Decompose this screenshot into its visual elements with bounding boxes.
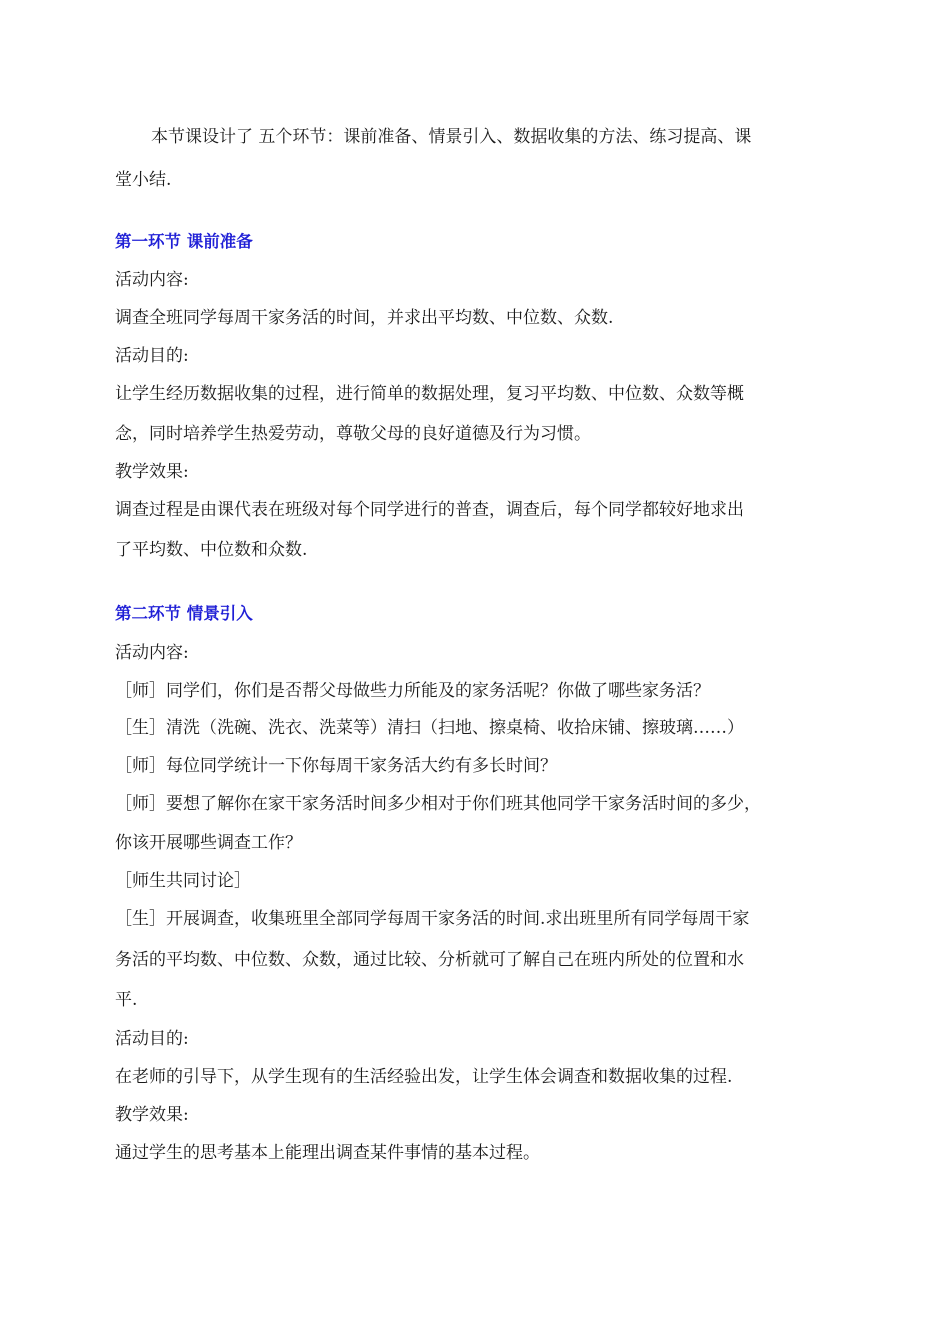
dialog-line: ［师生共同讨论］ [115,871,251,891]
section-1-goal-label: 活动目的: [115,346,189,366]
section-2-effect-label: 教学效果: [115,1105,189,1125]
dialog-line: ［师］同学们，你们是否帮父母做些力所能及的家务活呢？你做了哪些家务活？ [115,681,710,701]
section-2-effect: 通过学生的思考基本上能理出调查某件事情的基本过程。 [115,1143,540,1163]
section-2-heading: 第二环节 情景引入 [115,604,253,623]
dialog-line: ［生］清洗（洗碗、洗衣、洗菜等）清扫（扫地、擦桌椅、收拾床铺、擦玻璃……） [115,718,744,738]
section-1-content: 调查全班同学每周干家务活的时间，并求出平均数、中位数、众数. [115,308,614,328]
section-1-effect-label: 教学效果: [115,462,189,482]
section-1-goal-line-2: 念，同时培养学生热爱劳动，尊敬父母的良好道德及行为习惯。 [115,424,591,444]
intro-line-2: 堂小结. [115,170,172,190]
section-1-content-label: 活动内容: [115,270,189,290]
dialog-line: 务活的平均数、中位数、众数，通过比较、分析就可了解自己在班内所处的位置和水 [115,950,744,970]
dialog-line: ［师］要想了解你在家干家务活时间多少相对于你们班其他同学干家务活时间的多少， [115,794,761,814]
dialog-line: 你该开展哪些调查工作？ [115,833,302,853]
section-2-goal: 在老师的引导下，从学生现有的生活经验出发，让学生体会调查和数据收集的过程. [115,1067,733,1087]
section-1-effect-line-1: 调查过程是由课代表在班级对每个同学进行的普查，调查后，每个同学都较好地求出 [115,500,744,520]
dialog-line: 平. [115,990,138,1010]
section-2-goal-label: 活动目的: [115,1029,189,1049]
section-1-effect-line-2: 了平均数、中位数和众数. [115,540,308,560]
intro-line-1: 本节课设计了 五个环节：课前准备、情景引入、数据收集的方法、练习提高、课 [151,127,752,147]
section-1-goal-line-1: 让学生经历数据收集的过程，进行简单的数据处理，复习平均数、中位数、众数等概 [115,384,744,404]
section-2-content-label: 活动内容: [115,643,189,663]
dialog-line: ［生］开展调查，收集班里全部同学每周干家务活的时间.求出班里所有同学每周干家 [115,909,750,929]
section-1-heading: 第一环节 课前准备 [115,232,253,251]
dialog-line: ［师］每位同学统计一下你每周干家务活大约有多长时间？ [115,756,557,776]
